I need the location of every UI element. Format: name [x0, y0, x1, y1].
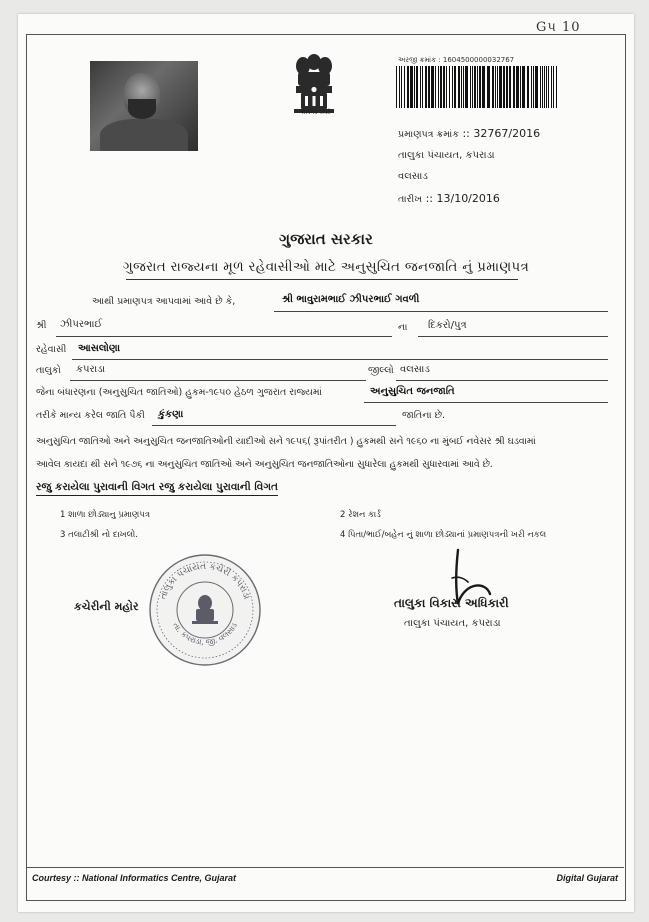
caste-suffix: જાતિના છે.	[402, 410, 445, 421]
district-label: જીલ્લો	[368, 365, 394, 376]
footer-brand: Digital Gujarat	[556, 873, 618, 883]
seal-ring-text: તાલુકા પંચાયત કચેરી કપરાડા	[158, 561, 252, 601]
national-emblem-icon	[288, 42, 340, 132]
taluka-label: તાલુકો	[36, 365, 61, 376]
barcode-icon	[396, 66, 560, 108]
document-item-1: 1 શાળા છોડ્યાનુ પ્રમાણપત્ર	[60, 510, 151, 520]
certificate-title: ગુજરાત રાજ્યના મૂળ રહેવાસીઓ માટે અનુસુચિત જનજાતિ નું પ્રમાણપત્ર	[122, 259, 530, 275]
officer-office: તાલુકા પંચાયત, કપરાડા	[404, 618, 501, 629]
title-underline	[126, 279, 518, 280]
certificate-number-row	[398, 127, 540, 140]
category-value: અનુસુચિત જનજાતિ	[370, 386, 455, 397]
legal-paragraph-line-2: આવેલ કાયદા થી સને ૧૯૭૬ ના અનુસુચિત જાતિઓ અને અનુસુચિત જનજાતિઓના સુધારેલા હુકમથી સુધારવામાં આવે છે.	[36, 459, 493, 470]
caste-label: તરીકે માન્ય કરેલ જાતિ પૈકી	[36, 410, 145, 421]
handwritten-reference: Gપ 10	[536, 20, 581, 35]
na-label: ના	[398, 322, 408, 333]
district-value: વલસાડ	[400, 364, 430, 375]
government-title: ગુજરાત સરકાર	[279, 230, 373, 248]
issuing-district: વલસાડ	[398, 171, 428, 182]
taluka-value: કપરાડા	[76, 364, 106, 375]
residence-village: આસલોણા	[78, 343, 121, 354]
document-item-3: 3 તલાટીશ્રી નો દાખલો.	[60, 530, 138, 540]
document-item-2: 2 રેશન કાર્ડ	[340, 510, 381, 520]
application-number: અરજી ક્રમાંક : 1604500000032767	[398, 56, 515, 64]
officer-title: તાલુકા વિકાસ અધિકારી	[394, 596, 509, 610]
office-seal-label: કચેરીની મહોર	[74, 600, 139, 613]
certificate-number-label: પ્રમાણપત્ર ક્રમાંક	[398, 129, 459, 140]
applicant-photo	[90, 61, 198, 151]
intro-text: આથી પ્રમાણપત્ર આપવામાં આવે છે કે,	[92, 296, 236, 307]
certificate-page	[18, 14, 634, 912]
issue-date: :: 13/10/2016	[425, 192, 500, 205]
issue-date-row	[398, 192, 500, 205]
documents-heading: રજુ કરાયેલા પુરાવાની વિગત રજુ કરાયેલા પુરાવાની વિગત	[36, 481, 278, 496]
office-seal-icon	[146, 551, 264, 669]
order-text: જેના બંધારણના (અનુસુચિત જાતિઓ) હુકમ-૧૯૫૦ હેઠળ ગુજરાત રાજ્યમાં	[36, 387, 322, 398]
issuing-office: તાલુકા પંચાયત, કપરાડા	[398, 150, 495, 161]
emblem-caption: सत्यमेव जयते	[301, 109, 331, 116]
relation: દિકરો/પુત્ર	[428, 320, 467, 331]
certificate-number: :: 32767/2016	[462, 127, 541, 140]
document-item-4: 4 પિતા/ભાઈ/બહેન નું શાળા છોડ્યાનાં પ્રમાણપત્રની ખરી નકલ	[340, 530, 547, 540]
residence-label: રહેવાસી	[36, 344, 67, 355]
applicant-name: શ્રી ભાવુરામભાઈ ઝીપરભાઈ ગવળી	[282, 294, 420, 305]
shri-label: શ્રી	[36, 320, 47, 331]
caste-value: કુંકણા	[158, 409, 184, 420]
seal-bottom-text: તા. કપરાડા, જી. વલસાડ	[170, 621, 239, 647]
issue-date-label: તારીખ	[398, 194, 423, 205]
legal-paragraph-line-1: અનુસુચિત જાતિઓ અને અનુસુચિત જનજાતિઓની યાદીઓ સને ૧૯૫૬( રૂપાંતરીત ) હુકમથી સને ૧૯૬૦ ના મુંબઈ નવેસર શ્રી ઘડવામાં	[36, 436, 536, 447]
footer-courtesy: Courtesy :: National Informatics Centre, Gujarat	[32, 873, 237, 883]
footer-divider	[26, 867, 624, 868]
father-name: ઝીપરભાઈ	[60, 319, 103, 330]
